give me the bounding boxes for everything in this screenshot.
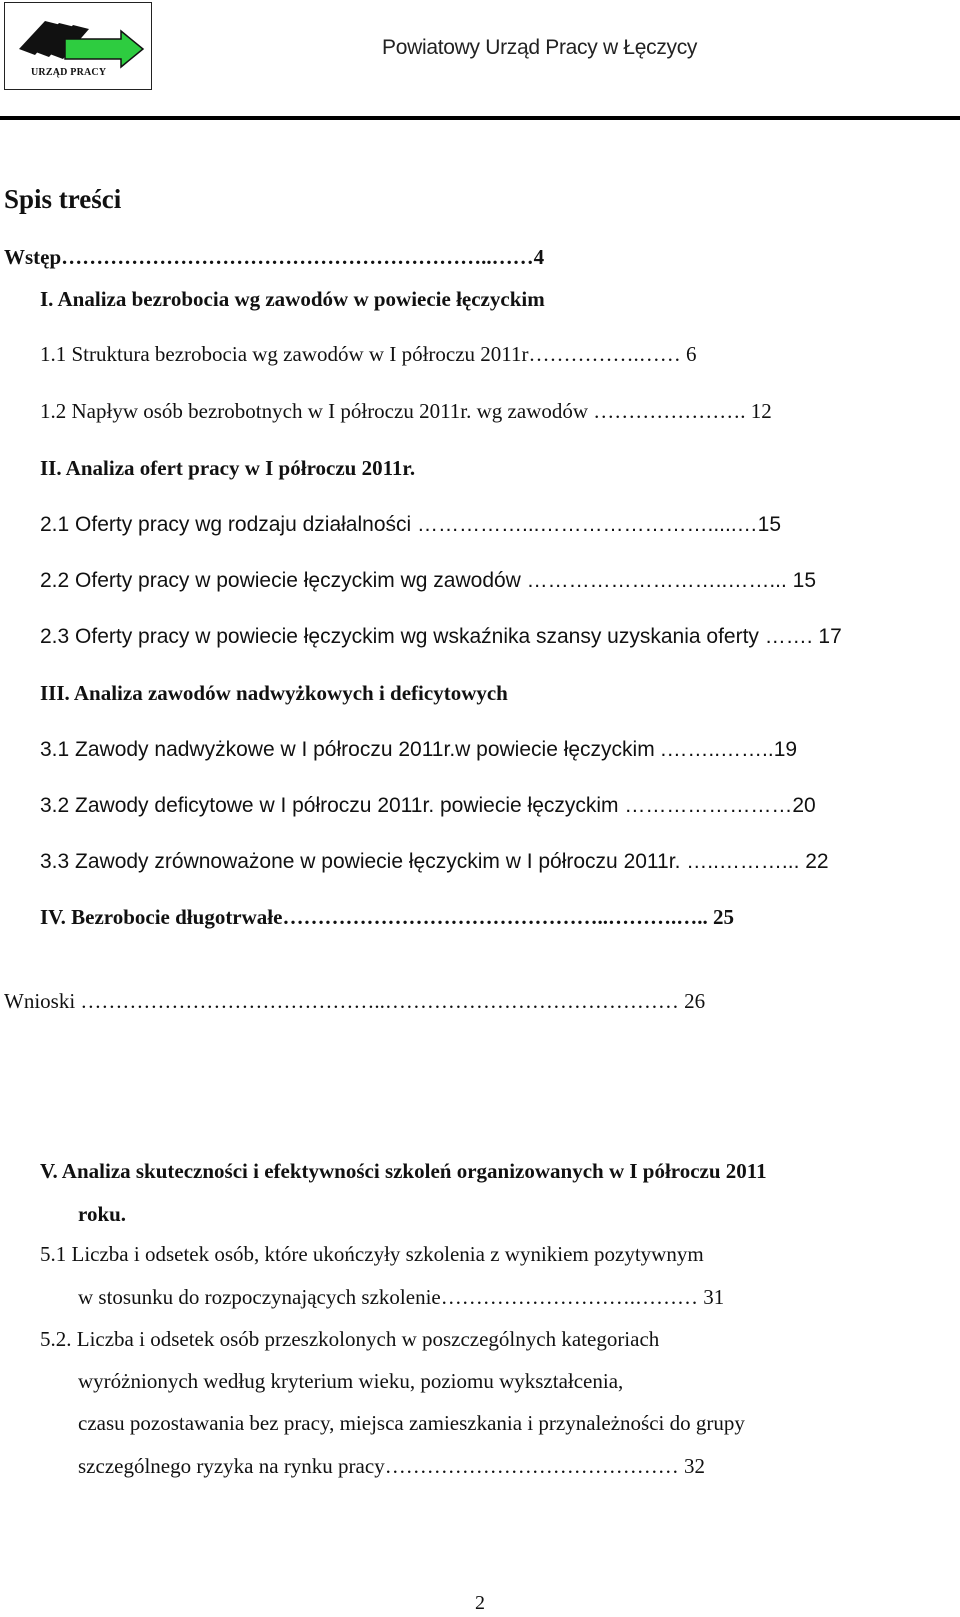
- toc-entry-1-1[interactable]: 1.1 Struktura bezrobocia wg zawodów w I półroczu 2011r…………….…… 6: [40, 342, 697, 366]
- toc-entry-5-1-cont: w stosunku do rozpoczynających szkolenie……………………….……… 31: [78, 1285, 725, 1309]
- header-title: Powiatowy Urząd Pracy w Łęczycy: [382, 36, 698, 59]
- toc-section-5-cont: roku.: [78, 1202, 127, 1226]
- toc-entry-5-2-cont: wyróżnionych według kryterium wieku, poziomu wykształcenia,: [78, 1369, 624, 1393]
- toc-entry-5-2-cont: szczególnego ryzyka na rynku pracy…………………………………… 32: [78, 1454, 705, 1478]
- toc-section-4[interactable]: IV. Bezrobocie długotrwałe………………………………………..……….….. 25: [40, 905, 734, 929]
- logo-text: URZĄD PRACY: [31, 67, 107, 78]
- toc-heading: Spis treści: [4, 184, 122, 214]
- toc-section-2[interactable]: II. Analiza ofert pracy w I półroczu 2011r.: [40, 456, 416, 480]
- toc-section-3[interactable]: III. Analiza zawodów nadwyżkowych i deficytowych: [40, 681, 508, 705]
- header-divider: [0, 116, 960, 120]
- toc-entry-5-1[interactable]: 5.1 Liczba i odsetek osób, które ukończyły szkolenia z wynikiem pozytywnym: [40, 1242, 704, 1266]
- toc-entry-3-3[interactable]: 3.3 Zawody zrównoważone w powiecie łęczyckim w I półroczu 2011r. …..………... 22: [40, 850, 829, 873]
- toc-entry-5-2-cont: czasu pozostawania bez pracy, miejsca zamieszkania i przynależności do grupy: [78, 1411, 745, 1435]
- toc-entry-2-3[interactable]: 2.3 Oferty pracy w powiecie łęczyckim wg wskaźnika szansy uzyskania oferty ……. 17: [40, 625, 842, 648]
- toc-entry-2-2[interactable]: 2.2 Oferty pracy w powiecie łęczyckim wg zawodów ………………………..……... 15: [40, 569, 817, 592]
- toc-entry-3-2[interactable]: 3.2 Zawody deficytowe w I półroczu 2011r. powiecie łęczyckim ……………………20: [40, 794, 816, 817]
- toc-section-1[interactable]: I. Analiza bezrobocia wg zawodów w powiecie łęczyckim: [40, 287, 545, 311]
- toc-entry-3-1[interactable]: 3.1 Zawody nadwyżkowe w I półroczu 2011r.w powiecie łęczyckim .……..……..19: [40, 738, 798, 761]
- toc-entry-5-2[interactable]: 5.2. Liczba i odsetek osób przeszkolonych w poszczególnych kategoriach: [40, 1327, 660, 1351]
- toc-section-5[interactable]: V. Analiza skuteczności i efektywności szkoleń organizowanych w I półroczu 2011: [40, 1159, 767, 1183]
- toc-entry-2-1[interactable]: 2.1 Oferty pracy wg rodzaju działalności ……………...…………………….....…15: [40, 513, 782, 536]
- logo: [4, 2, 152, 90]
- toc-entry-intro[interactable]: Wstęp……………………………………………………..……4: [4, 245, 545, 269]
- page-number: 2: [475, 1592, 485, 1614]
- toc-entry-1-2[interactable]: 1.2 Napływ osób bezrobotnych w I półroczu 2011r. wg zawodów …………………. 12: [40, 399, 772, 423]
- toc-entry-conclusions[interactable]: Wnioski ……………………………………..…………………………………… 26: [4, 989, 706, 1013]
